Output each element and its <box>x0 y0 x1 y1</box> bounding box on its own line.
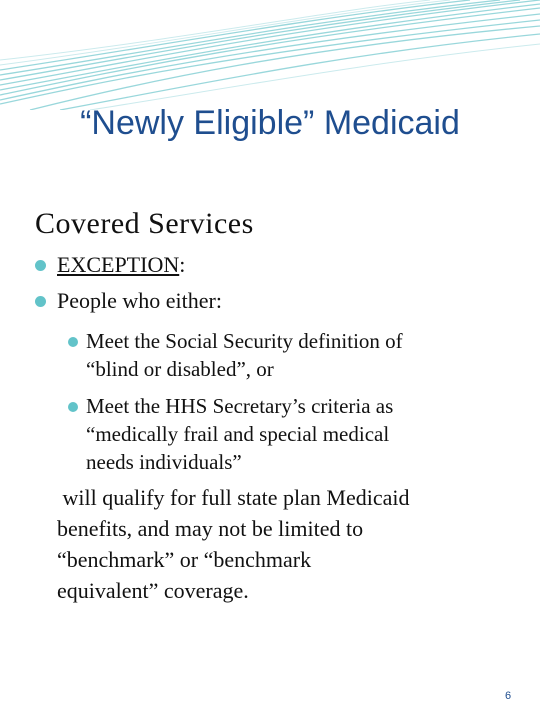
conclusion-paragraph <box>57 482 527 606</box>
bullet-dot-icon <box>68 402 78 412</box>
sub-bullet-line: “blind or disabled”, or <box>86 357 274 381</box>
bullet-people-who-either <box>57 288 222 314</box>
paragraph-line: equivalent” coverage. <box>57 578 249 603</box>
sub-bullet-line: Meet the Social Security definition of <box>86 329 403 353</box>
page-number: 6 <box>505 690 512 702</box>
sub-bullet-line: “medically frail and special medical <box>86 422 390 446</box>
section-heading: Covered Services <box>35 207 254 240</box>
sub-bullet-hhs-criteria <box>86 392 393 476</box>
paragraph-line: benefits, and may not be limited to <box>57 516 364 541</box>
exception-label: EXCEPTION <box>57 252 180 277</box>
paragraph-line: will qualify for full state plan Medicaid <box>57 485 410 510</box>
sub-bullet-line: needs individuals” <box>86 450 242 474</box>
bullet-dot-icon <box>68 337 78 347</box>
bullet-text: People who either: <box>57 288 222 313</box>
decorative-wave-header <box>0 0 540 110</box>
exception-colon: : <box>179 252 186 277</box>
paragraph-line: “benchmark” or “benchmark <box>57 547 312 572</box>
slide-title: “Newly Eligible” Medicaid <box>80 104 460 142</box>
bullet-dot-icon <box>35 296 46 307</box>
bullet-exception <box>57 252 185 278</box>
bullet-dot-icon <box>35 260 46 271</box>
sub-bullet-social-security <box>86 327 403 383</box>
sub-bullet-line: Meet the HHS Secretary’s criteria as <box>86 394 394 418</box>
